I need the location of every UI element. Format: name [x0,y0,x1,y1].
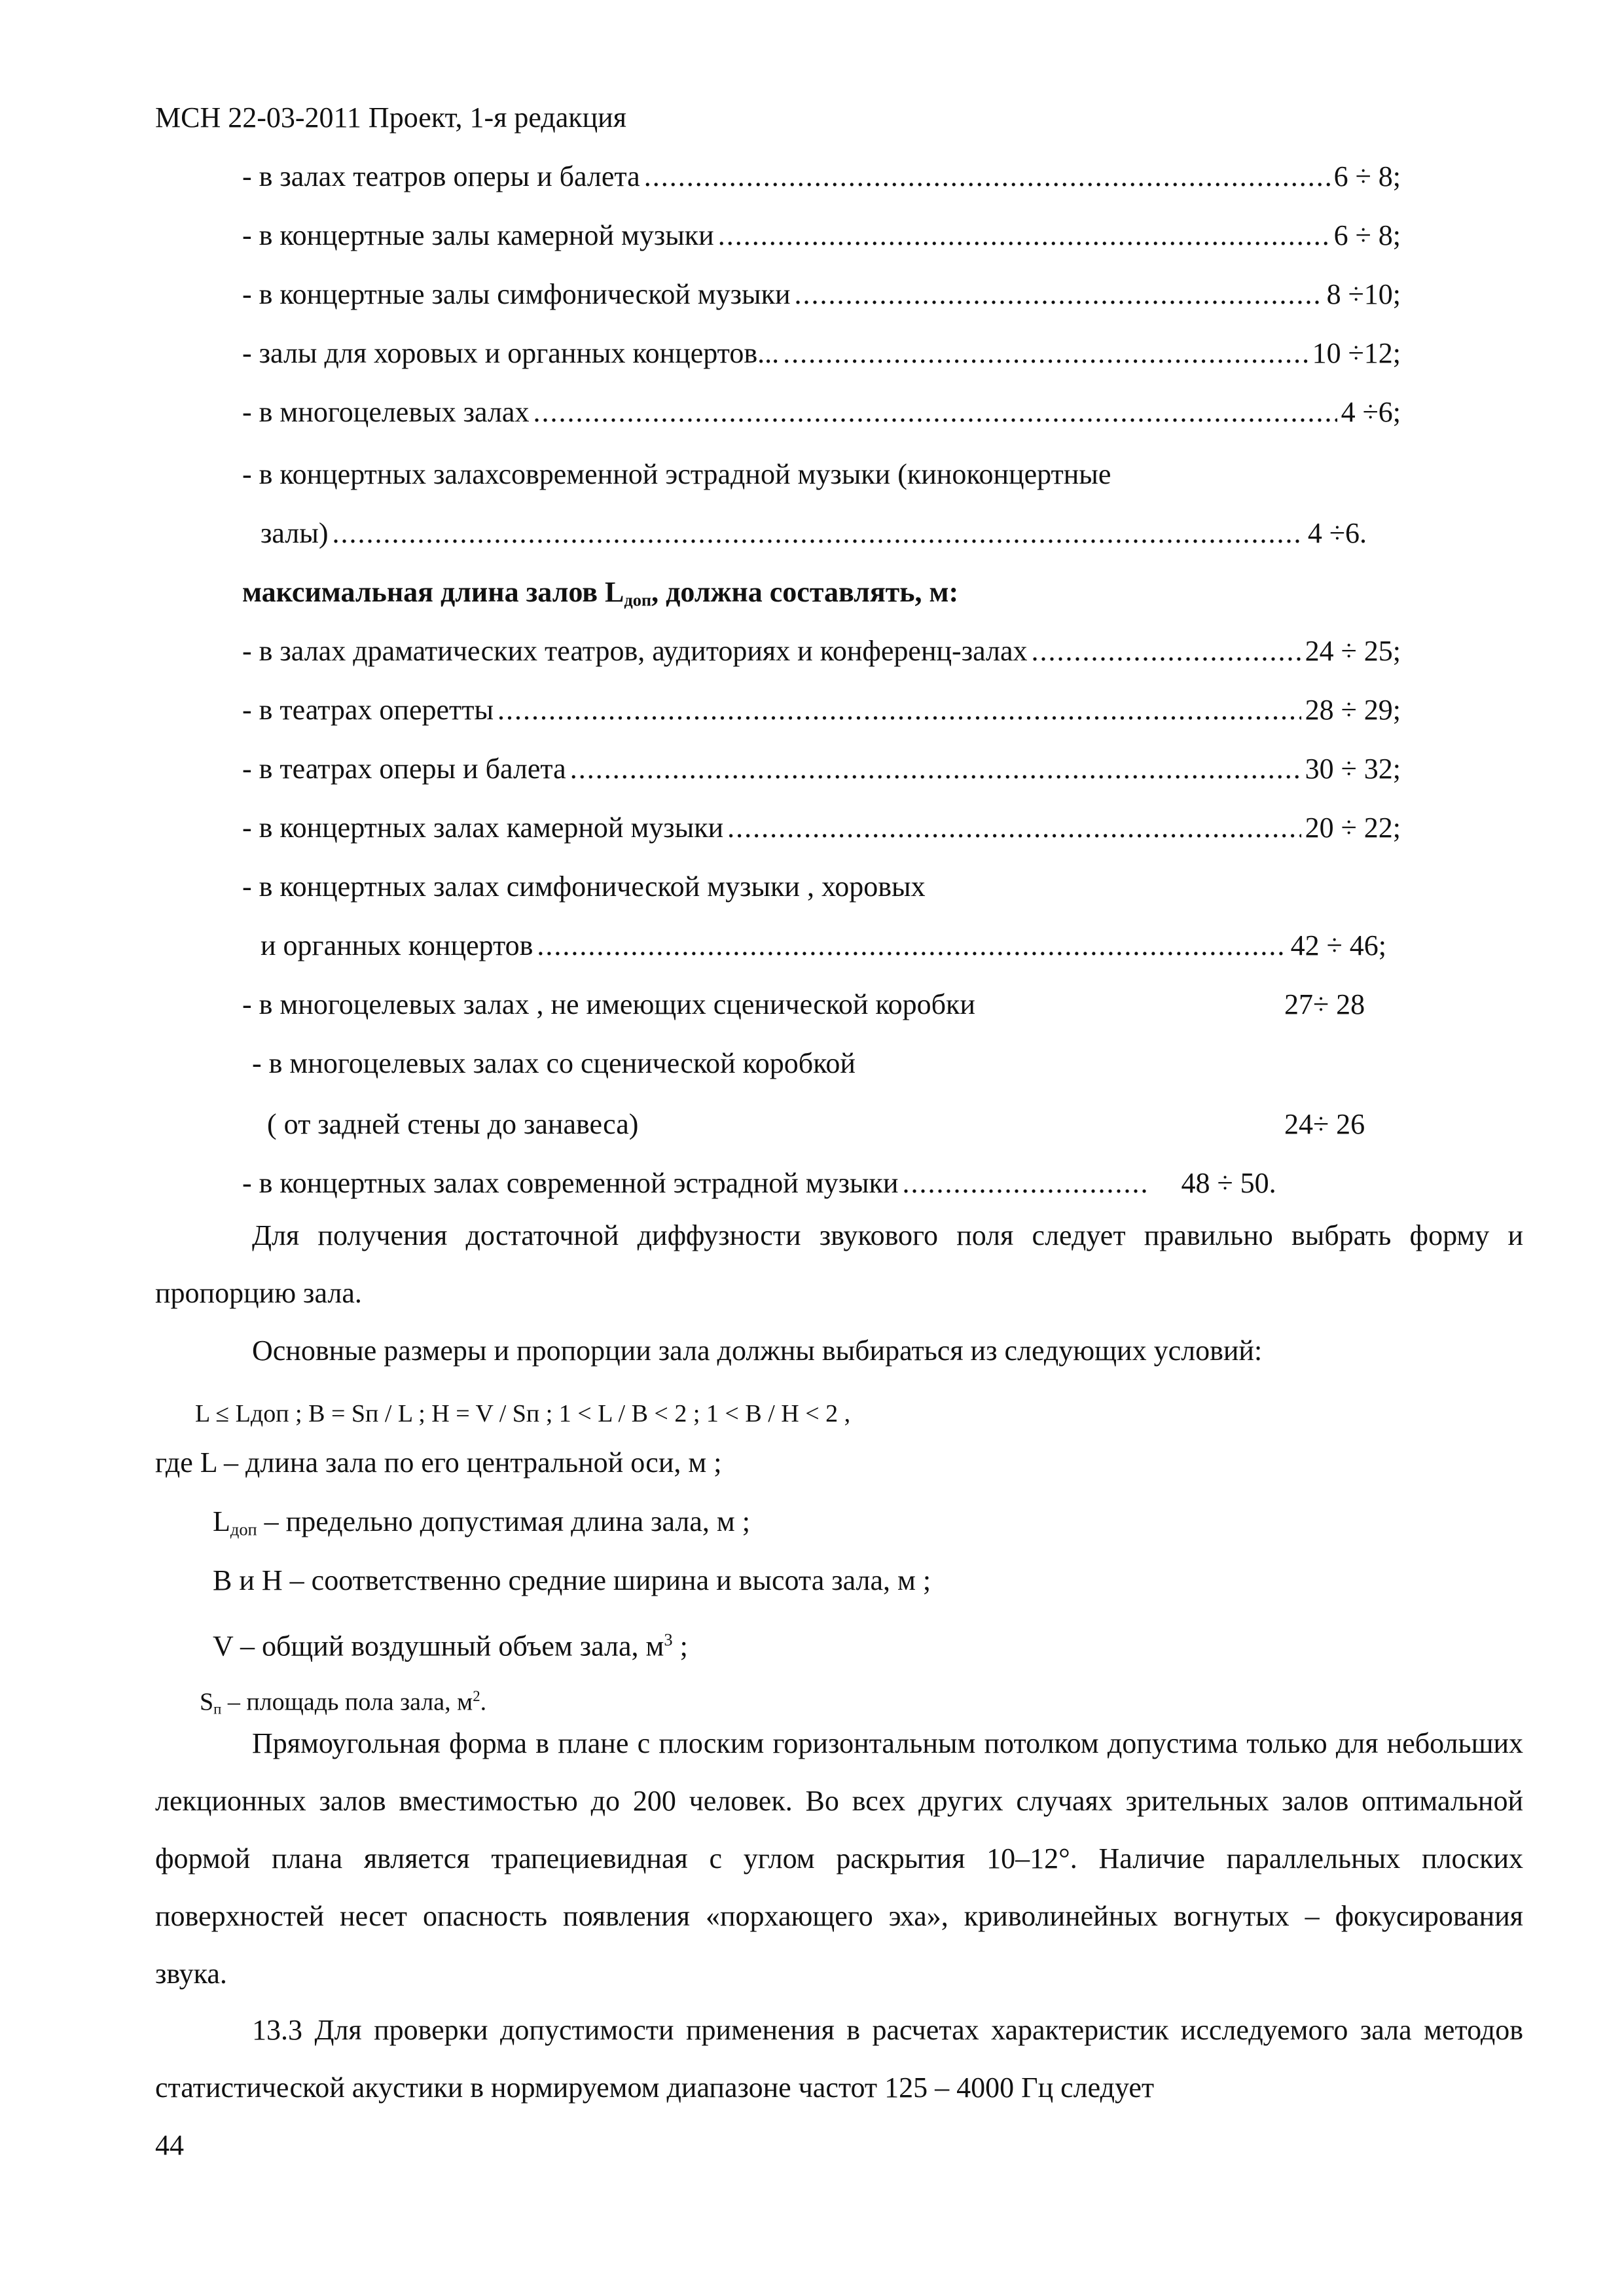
list-item [242,393,1401,432]
leader-dots [537,926,1286,965]
list-item-value: 4 ÷6. [1307,517,1367,549]
list-item [242,275,1401,314]
definition-superscript: 2 [473,1688,480,1704]
list-item-value: 4 ÷6; [1341,396,1401,428]
section-heading [242,573,958,620]
list-item-value: 6 ÷ 8; [1333,219,1401,251]
definition-symbol: S [200,1688,214,1716]
list-item [261,514,1367,553]
list-item-value: 28 ÷ 29; [1305,694,1401,726]
list-item-value: 10 ÷12; [1312,337,1401,369]
definition [213,1502,750,1549]
definition-text: – площадь пола зала, м [221,1688,473,1716]
list-item-label: - в театрах оперы и балета [242,753,566,785]
definition: В и Н – соответственно средние ширина и высота зала, м ; [213,1564,931,1596]
list-item-value: 30 ÷ 32; [1305,753,1401,785]
leader-dots [902,1164,1151,1203]
list-item-label: ( от задней стены до занавеса) [267,1108,639,1140]
list-item-value: 20 ÷ 22; [1305,812,1401,844]
leader-dots [783,334,1308,373]
list-item-label: - в многоцелевых залах со сценической коробкой [252,1047,856,1079]
paragraph: Для получения достаточной диффузности звукового поля следует правильно выбрать форму и пропорцию зала. [155,1219,1523,1309]
leader-dots [727,808,1301,848]
list-item [242,1164,1401,1203]
leader-dots [570,749,1301,789]
list-item-label: - в залах драматических театров, аудиториях и конференц-залах [242,635,1028,667]
document-header: МСН 22-03-2011 Проект, 1-я редакция [155,101,626,134]
list-item-value: 6 ÷ 8; [1333,160,1401,192]
leader-dots [644,157,1330,196]
leader-dots [1032,632,1301,671]
list-item-label: - в многоцелевых залах [242,396,530,428]
definition-subscript: п [213,1700,222,1717]
list-item [242,749,1401,789]
paragraph: Прямоугольная форма в плане с плоским горизонтальным потолком допустима только для небольших лекционных залов вместимостью до 200 человек. Во всех других случаях зрительных залов оптимальной формой плана является трапециевидная с углом раскрытия 10–12°. Наличие параллельных плоских поверхностей несет опасность появления «порхающего эха», криволинейных вогнутых – фокусирования звука. [155,1727,1523,1990]
list-item-label: - в театрах оперетты [242,694,494,726]
list-item-value: 24 ÷ 25; [1305,635,1401,667]
definition-superscript: 3 [664,1630,673,1649]
definition [213,1620,688,1666]
list-item-label: - в концертные залы симфонической музыки [242,278,791,310]
definition-subscript: доп [230,1519,257,1539]
list-item-value: 42 ÷ 46; [1290,929,1386,961]
list-item [261,926,1386,965]
list-item [242,632,1401,671]
paragraph: 13.3 Для проверки допустимости применения в расчетах характеристик исследуемого зала методов статистической акустики в нормируемом диапазоне частот 125 – 4000 Гц следует [155,2014,1523,2104]
list-item-label: - залы для хоровых и органных концертов... [242,337,780,369]
list-item [242,334,1401,373]
definition-text: V – общий воздушный объем зала, м [213,1630,664,1662]
definition-text: – предельно допустимая длина зала, м ; [257,1505,750,1537]
list-item [242,157,1401,196]
heading-tail: , должна составлять, м: [651,576,959,608]
list-item-value: 27÷ 28 [1284,988,1365,1020]
list-item-label: - в концертных залах камерной музыки [242,812,724,844]
list-item-value: 48 ÷ 50. [1181,1167,1276,1199]
leader-dots [497,691,1301,730]
definition-tail: . [480,1688,487,1716]
heading-subscript: доп [624,590,652,610]
list-item [242,808,1401,848]
leader-dots [533,393,1337,432]
list-item-label: и органных концертов [261,929,533,961]
heading-text: максимальная длина залов L [242,576,624,608]
list-item [242,216,1401,255]
definition-tail: ; [672,1630,688,1662]
definition-symbol: L [213,1505,230,1537]
leader-dots [795,275,1323,314]
list-item-label: - в концертных залахсовременной эстрадной музыки (киноконцертные [242,458,1111,490]
list-item-label: - в залах театров оперы и балета [242,160,640,192]
definition: где L – длина зала по его центральной оси, м ; [155,1446,722,1479]
paragraph: Основные размеры и пропорции зала должны выбираться из следующих условий: [252,1335,1263,1367]
formula: L ≤ Lдоп ; B = Sп / L ; H = V / Sп ; 1 < L / B < 2 ; 1 < B / H < 2 , [195,1400,851,1427]
page-number: 44 [155,2129,184,2161]
list-item-value: 8 ÷10; [1326,278,1401,310]
list-item-label: залы) [261,517,329,549]
leader-dots [718,216,1330,255]
list-item-label: - в концертные залы камерной музыки [242,219,714,251]
list-item-label: - в многоцелевых залах , не имеющих сценической коробки [242,988,975,1020]
list-item-label: - в концертных залах симфонической музыки , хоровых [242,870,926,903]
list-item-label: - в концертных залах современной эстрадной музыки [242,1167,899,1199]
list-item-value: 24÷ 26 [1284,1108,1365,1140]
list-item [242,691,1401,730]
leader-dots [332,514,1303,553]
